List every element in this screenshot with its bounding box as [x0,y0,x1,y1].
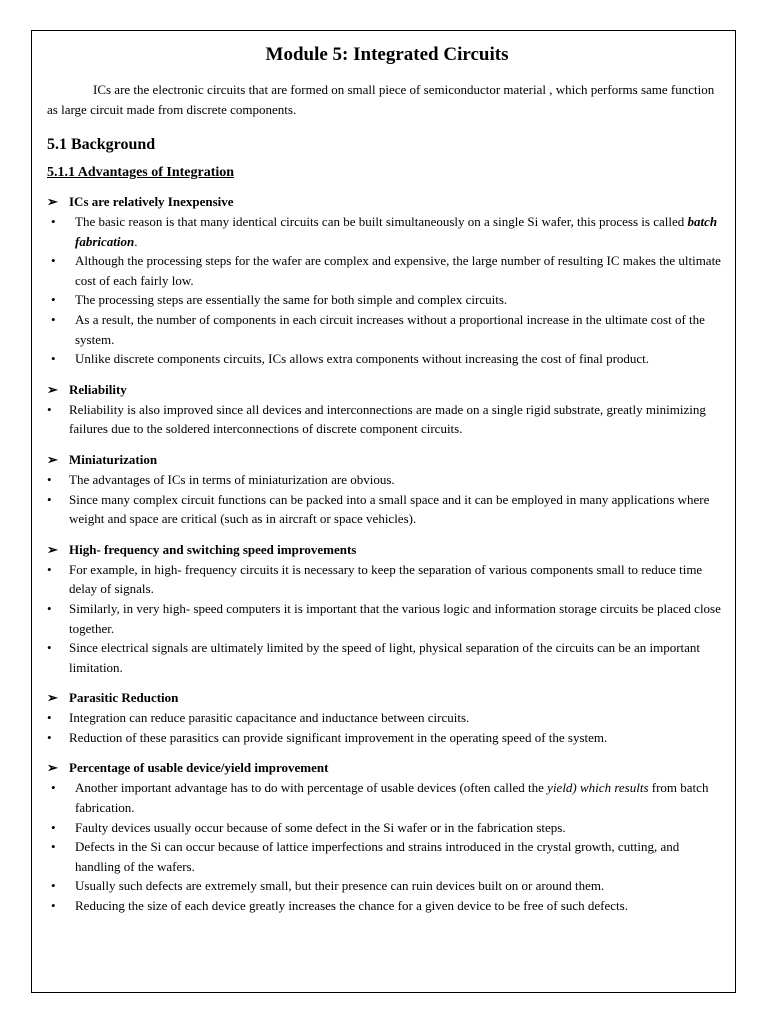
section-heading: 5.1 Background [47,136,156,153]
list-item [47,290,727,310]
list-item-text: Reduction of these parasitics can provide significant improvement in the operating speed of the system. [69,729,608,745]
heading-text: ICs are relatively Inexpensive [69,194,234,209]
heading-text: High- frequency and switching speed improvements [69,541,357,557]
list-item-text [75,212,727,251]
arrow-bullet-icon: ➢ [47,381,58,397]
arrow-bullet-icon: ➢ [47,541,58,557]
list-item [47,638,727,677]
list-item-text: As a result, the number of components in each circuit increases without a proportional increase in the ultimate cost of the system. [75,311,705,347]
list-item [47,728,727,748]
heading-text: Percentage of usable device/yield improvement [69,760,329,776]
list-item [47,896,727,916]
bullet-icon: • [47,640,52,656]
list-item-text: Reliability is also improved since all devices and interconnections are made on a single rigid substrate, greatly minimizing failures due to the soldered interconnections of discrete component circuits. [69,401,706,437]
list-item-text: Integration can reduce parasitic capacitance and inductance between circuits. [69,710,470,726]
list-item-text: The advantages of ICs in terms of miniaturization are obvious. [69,471,395,487]
bullet-icon: • [51,292,56,308]
list-item [47,310,727,349]
list-item-text: The processing steps are essentially the same for both simple and complex circuits. [75,292,508,308]
list-item [47,470,727,490]
bullet-icon: • [51,839,56,855]
arrow-bullet-icon: ➢ [47,690,58,706]
bullet-icon: • [51,878,56,894]
bullet-icon: • [47,471,52,487]
heading-inexpensive [47,193,727,211]
bullet-icon: • [47,561,52,577]
heading-speed [47,541,727,559]
bullet-list [47,470,727,529]
bullet-icon: • [47,401,52,417]
heading-text: Miniaturization [69,451,158,467]
list-item [47,837,727,876]
list-item [47,560,727,599]
list-item [47,599,727,638]
section-speed [47,541,727,678]
heading-parasitic [47,689,727,707]
list-item [47,818,727,838]
text-run: The basic reason is that many identical circuits can be built simultaneously on a single Si wafer, this process is called [75,214,688,229]
section-parasitic [47,689,727,747]
bullet-icon: • [47,729,52,745]
list-item-text: For example, in high- frequency circuits it is necessary to keep the separation of various components small to reduce time delay of signals. [69,561,703,597]
page-title: Module 5: Integrated Circuits [265,44,509,65]
arrow-bullet-icon: ➢ [47,194,58,209]
document-body [47,44,727,928]
list-item [47,349,727,369]
bullet-icon: • [51,253,56,269]
list-item [47,876,727,896]
list-item [47,251,727,290]
bullet-icon: • [51,214,56,229]
bullet-icon: • [51,351,56,367]
bullet-list [47,400,727,439]
heading-miniaturization [47,451,727,469]
heading-yield [47,759,727,777]
list-item-text: Faulty devices usually occur because of some defect in the Si wafer or in the fabrication steps. [75,819,566,835]
bullet-icon: • [51,311,56,327]
bullet-icon: • [47,710,52,726]
emphasis-text: batch fabrication [75,214,718,249]
section-reliability [47,381,727,439]
list-item [47,212,727,251]
heading-reliability [47,381,727,399]
list-item-text: Reducing the size of each device greatly increases the chance for a given device to be free of such defects. [75,898,628,914]
emphasis-text: yield) which results [547,780,649,796]
list-item-text [75,778,727,817]
bullet-list [47,708,727,747]
bullet-list [47,560,727,678]
bullet-list [47,778,727,915]
heading-text: Reliability [69,381,127,397]
bullet-list [47,212,727,369]
list-item [47,490,727,529]
list-item-text: Similarly, in very high- speed computers it is important that the various logic and information storage circuits be placed close together. [69,600,721,636]
list-item-text: Since many complex circuit functions can be packed into a small space and it can be employed in many applications where weight and space are critical (such as in aircraft or space vehicles). [69,491,710,527]
section-miniaturization [47,451,727,529]
bullet-icon: • [51,898,56,914]
list-item-text: Defects in the Si can occur because of lattice imperfections and strains introduced in the crystal growth, cutting, and handling of the wafers. [75,839,680,874]
bullet-icon: • [47,491,52,507]
list-item [47,708,727,728]
intro-paragraph: ICs are the electronic circuits that are formed on small piece of semiconductor material , which performs same function as large circuit made from discrete components. [47,82,715,117]
text-run: . [134,233,138,249]
list-item-text: Since electrical signals are ultimately limited by the speed of light, physical separation of the circuits can be an important limitation. [69,640,701,675]
bullet-icon: • [51,819,56,835]
arrow-bullet-icon: ➢ [47,451,58,467]
list-item [47,400,727,439]
heading-text: Parasitic Reduction [69,690,179,706]
arrow-bullet-icon: ➢ [47,760,58,776]
list-item-text: Usually such defects are extremely small, but their presence can ruin devices built on or around them. [75,878,605,894]
section-yield [47,759,727,915]
section-inexpensive [47,193,727,369]
list-item-text: Unlike discrete components circuits, ICs allows extra components without increasing the cost of final product. [75,351,650,367]
subsection-heading: 5.1.1 Advantages of Integration [47,165,235,180]
list-item [47,778,727,817]
bullet-icon: • [47,600,52,616]
bullet-icon: • [51,780,56,796]
list-item-text: Although the processing steps for the wafer are complex and expensive, the large number of resulting IC makes the ultimate cost of each fairly low. [75,253,721,288]
text-run: from batch fabrication. [75,780,709,816]
text-run: Another important advantage has to do with percentage of usable devices (often called the [75,780,548,796]
